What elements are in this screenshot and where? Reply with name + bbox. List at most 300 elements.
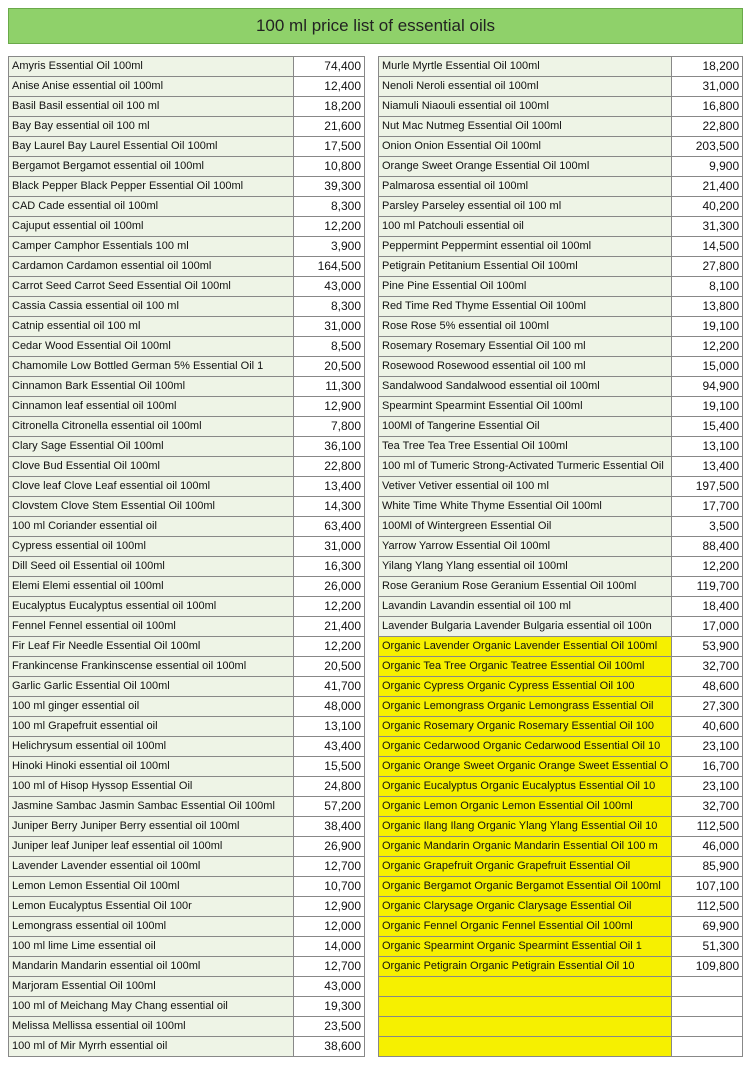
price-cell: 15,000 [672, 357, 743, 377]
table-row [9, 77, 365, 97]
table-row [379, 677, 743, 697]
price-cell: 53,900 [672, 637, 743, 657]
table-row [9, 677, 365, 697]
table-row [379, 257, 743, 277]
price-cell: 21,400 [672, 177, 743, 197]
price-cell: 16,300 [294, 557, 365, 577]
oil-name-cell [379, 1037, 672, 1057]
price-cell: 17,500 [294, 137, 365, 157]
oil-name-cell: Organic Orange Sweet Organic Orange Sweet Essential O [379, 757, 672, 777]
price-cell: 21,600 [294, 117, 365, 137]
oil-name-cell: Organic Lavender Organic Lavender Essential Oil 100ml [379, 637, 672, 657]
table-row [379, 197, 743, 217]
oil-name-cell: Clovstem Clove Stem Essential Oil 100ml [9, 497, 294, 517]
oil-name-cell: Rose Geranium Rose Geranium Essential Oil 100ml [379, 577, 672, 597]
oil-name-cell: Organic Rosemary Organic Rosemary Essential Oil 100 [379, 717, 672, 737]
table-row [9, 877, 365, 897]
oil-name-cell: Cassia Cassia essential oil 100 ml [9, 297, 294, 317]
table-row [9, 897, 365, 917]
price-cell: 26,900 [294, 837, 365, 857]
price-cell: 12,900 [294, 397, 365, 417]
table-row [9, 157, 365, 177]
oil-name-cell: 100 ml lime Lime essential oil [9, 937, 294, 957]
table-row [379, 77, 743, 97]
oil-name-cell: Clary Sage Essential Oil 100ml [9, 437, 294, 457]
oil-name-cell: 100 ml of Meichang May Chang essential oil [9, 997, 294, 1017]
table-row [9, 437, 365, 457]
table-row [9, 837, 365, 857]
table-row [9, 117, 365, 137]
price-cell: 32,700 [672, 797, 743, 817]
oil-name-cell [379, 1017, 672, 1037]
table-row [379, 557, 743, 577]
table-row [9, 777, 365, 797]
table-row [379, 637, 743, 657]
table-row [379, 937, 743, 957]
oil-name-cell: Rosewood Rosewood essential oil 100 ml [379, 357, 672, 377]
table-row [9, 857, 365, 877]
price-cell: 26,000 [294, 577, 365, 597]
table-row [9, 197, 365, 217]
price-cell: 19,100 [672, 317, 743, 337]
price-cell: 23,100 [672, 737, 743, 757]
table-row [9, 97, 365, 117]
price-cell: 10,800 [294, 157, 365, 177]
oil-name-cell: Petigrain Petitanium Essential Oil 100ml [379, 257, 672, 277]
oil-name-cell: Organic Fennel Organic Fennel Essential Oil 100ml [379, 917, 672, 937]
table-row [9, 517, 365, 537]
table-row [379, 497, 743, 517]
price-cell: 12,200 [672, 337, 743, 357]
price-cell: 16,700 [672, 757, 743, 777]
oil-name-cell: 100Ml of Wintergreen Essential Oil [379, 517, 672, 537]
price-cell: 112,500 [672, 817, 743, 837]
table-row [379, 277, 743, 297]
oil-name-cell: Basil Basil essential oil 100 ml [9, 97, 294, 117]
table-row [9, 557, 365, 577]
oil-name-cell: Fir Leaf Fir Needle Essential Oil 100ml [9, 637, 294, 657]
price-cell: 19,300 [294, 997, 365, 1017]
price-cell: 107,100 [672, 877, 743, 897]
price-cell: 57,200 [294, 797, 365, 817]
table-row [379, 837, 743, 857]
oil-name-cell [379, 997, 672, 1017]
oil-name-cell: Bergamot Bergamot essential oil 100ml [9, 157, 294, 177]
table-row [379, 897, 743, 917]
oil-name-cell: Anise Anise essential oil 100ml [9, 77, 294, 97]
price-cell: 63,400 [294, 517, 365, 537]
table-row [9, 917, 365, 937]
oil-name-cell: White Time White Thyme Essential Oil 100ml [379, 497, 672, 517]
oil-name-cell: Yilang Ylang Ylang essential oil 100ml [379, 557, 672, 577]
price-cell: 12,200 [294, 597, 365, 617]
price-cell: 43,000 [294, 977, 365, 997]
table-row [379, 217, 743, 237]
table-row [9, 397, 365, 417]
oil-name-cell: Black Pepper Black Pepper Essential Oil 100ml [9, 177, 294, 197]
table-row [379, 117, 743, 137]
price-cell: 16,800 [672, 97, 743, 117]
price-cell: 112,500 [672, 897, 743, 917]
table-row [379, 617, 743, 637]
table-row [9, 977, 365, 997]
price-cell: 17,700 [672, 497, 743, 517]
oil-name-cell: Organic Bergamot Organic Bergamot Essential Oil 100ml [379, 877, 672, 897]
table-row [9, 337, 365, 357]
oil-name-cell: Clove Bud Essential Oil 100ml [9, 457, 294, 477]
price-cell: 7,800 [294, 417, 365, 437]
oil-name-cell: Bay Laurel Bay Laurel Essential Oil 100ml [9, 137, 294, 157]
table-row [9, 57, 365, 77]
oil-name-cell: Nut Mac Nutmeg Essential Oil 100ml [379, 117, 672, 137]
price-cell [672, 1017, 743, 1037]
table-row [9, 737, 365, 757]
oil-name-cell: 100 ml of Mir Myrrh essential oil [9, 1037, 294, 1057]
table-row [9, 577, 365, 597]
table-row [379, 877, 743, 897]
oil-name-cell: Peppermint Peppermint essential oil 100ml [379, 237, 672, 257]
oil-name-cell: Cajuput essential oil 100ml [9, 217, 294, 237]
table-row [9, 177, 365, 197]
table-row [9, 217, 365, 237]
price-cell: 14,000 [294, 937, 365, 957]
table-row [379, 337, 743, 357]
oil-name-cell: 100 ml ginger essential oil [9, 697, 294, 717]
table-row [379, 517, 743, 537]
table-row [9, 457, 365, 477]
oil-name-cell: 100 ml Coriander essential oil [9, 517, 294, 537]
oil-name-cell: Lemongrass essential oil 100ml [9, 917, 294, 937]
oil-name-cell: Spearmint Spearmint Essential Oil 100ml [379, 397, 672, 417]
table-row [379, 957, 743, 977]
oil-name-cell: Organic Spearmint Organic Spearmint Essential Oil 1 [379, 937, 672, 957]
price-cell: 15,500 [294, 757, 365, 777]
price-cell: 8,300 [294, 197, 365, 217]
table-row [379, 157, 743, 177]
oil-name-cell: 100 ml of Hisop Hyssop Essential Oil [9, 777, 294, 797]
price-cell: 51,300 [672, 937, 743, 957]
table-row [9, 257, 365, 277]
oil-name-cell: CAD Cade essential oil 100ml [9, 197, 294, 217]
table-row [379, 377, 743, 397]
price-cell: 38,600 [294, 1037, 365, 1057]
price-cell: 31,300 [672, 217, 743, 237]
table-row [379, 1037, 743, 1057]
price-cell: 11,300 [294, 377, 365, 397]
oil-name-cell: Organic Ilang Ilang Organic Ylang Ylang Essential Oil 10 [379, 817, 672, 837]
price-list-title: 100 ml price list of essential oils [8, 8, 743, 44]
price-cell: 40,200 [672, 197, 743, 217]
oil-name-cell: Cypress essential oil 100ml [9, 537, 294, 557]
table-row [379, 237, 743, 257]
price-cell: 31,000 [294, 317, 365, 337]
oil-name-cell: Organic Eucalyptus Organic Eucalyptus Essential Oil 10 [379, 777, 672, 797]
price-cell: 3,500 [672, 517, 743, 537]
price-cell [672, 1037, 743, 1057]
oil-name-cell: Murle Myrtle Essential Oil 100ml [379, 57, 672, 77]
oil-name-cell: 100 ml of Tumeric Strong-Activated Turmeric Essential Oil [379, 457, 672, 477]
table-row [9, 277, 365, 297]
oil-name-cell: Elemi Elemi essential oil 100ml [9, 577, 294, 597]
price-cell: 74,400 [294, 57, 365, 77]
price-cell: 39,300 [294, 177, 365, 197]
price-cell: 13,400 [672, 457, 743, 477]
table-row [379, 457, 743, 477]
oil-name-cell: Rose Rose 5% essential oil 100ml [379, 317, 672, 337]
oil-name-cell: 100 ml Grapefruit essential oil [9, 717, 294, 737]
oil-name-cell: Helichrysum essential oil 100ml [9, 737, 294, 757]
table-row [9, 657, 365, 677]
price-cell: 13,800 [672, 297, 743, 317]
table-row [379, 317, 743, 337]
table-row [9, 537, 365, 557]
table-row [9, 597, 365, 617]
table-row [379, 977, 743, 997]
oil-name-cell: Organic Clarysage Organic Clarysage Essential Oil [379, 897, 672, 917]
oil-name-cell: Juniper Berry Juniper Berry essential oil 100ml [9, 817, 294, 837]
price-cell: 32,700 [672, 657, 743, 677]
price-cell: 8,300 [294, 297, 365, 317]
oil-name-cell: Lavandin Lavandin essential oil 100 ml [379, 597, 672, 617]
price-cell: 43,400 [294, 737, 365, 757]
table-row [379, 397, 743, 417]
table-row [9, 617, 365, 637]
table-row [379, 137, 743, 157]
table-row [9, 137, 365, 157]
oil-name-cell: Lavender Lavender essential oil 100ml [9, 857, 294, 877]
price-cell: 109,800 [672, 957, 743, 977]
oil-name-cell: Jasmine Sambac Jasmin Sambac Essential Oil 100ml [9, 797, 294, 817]
price-cell: 38,400 [294, 817, 365, 837]
oil-name-cell: 100 ml Patchouli essential oil [379, 217, 672, 237]
price-cell: 12,200 [294, 637, 365, 657]
table-row [379, 417, 743, 437]
table-row [379, 717, 743, 737]
table-row [379, 777, 743, 797]
oil-name-cell: Organic Lemon Organic Lemon Essential Oil 100ml [379, 797, 672, 817]
table-row [9, 817, 365, 837]
price-cell: 12,900 [294, 897, 365, 917]
table-row [379, 817, 743, 837]
left-price-table [8, 56, 365, 1057]
oil-name-cell: 100Ml of Tangerine Essential Oil [379, 417, 672, 437]
oil-name-cell: Organic Lemongrass Organic Lemongrass Essential Oil [379, 697, 672, 717]
table-row [379, 57, 743, 77]
right-price-table [378, 56, 743, 1057]
oil-name-cell: Lemon Lemon Essential Oil 100ml [9, 877, 294, 897]
table-row [9, 377, 365, 397]
price-cell: 18,200 [294, 97, 365, 117]
table-row [9, 637, 365, 657]
price-cell: 24,800 [294, 777, 365, 797]
table-row [379, 697, 743, 717]
oil-name-cell: Organic Cedarwood Organic Cedarwood Essential Oil 10 [379, 737, 672, 757]
price-cell: 48,600 [672, 677, 743, 697]
price-cell: 27,300 [672, 697, 743, 717]
table-row [379, 477, 743, 497]
table-row [9, 957, 365, 977]
oil-name-cell: Vetiver Vetiver essential oil 100 ml [379, 477, 672, 497]
table-row [9, 497, 365, 517]
oil-name-cell: Juniper leaf Juniper leaf essential oil 100ml [9, 837, 294, 857]
price-cell: 23,100 [672, 777, 743, 797]
table-row [9, 357, 365, 377]
oil-name-cell: Niamuli Niaouli essential oil 100ml [379, 97, 672, 117]
oil-name-cell: Eucalyptus Eucalyptus essential oil 100ml [9, 597, 294, 617]
table-row [9, 937, 365, 957]
price-cell: 69,900 [672, 917, 743, 937]
oil-name-cell: Orange Sweet Orange Essential Oil 100ml [379, 157, 672, 177]
oil-name-cell: Cardamon Cardamon essential oil 100ml [9, 257, 294, 277]
oil-name-cell: Onion Onion Essential Oil 100ml [379, 137, 672, 157]
price-cell: 18,400 [672, 597, 743, 617]
price-cell: 3,900 [294, 237, 365, 257]
table-row [9, 417, 365, 437]
price-cell: 20,500 [294, 657, 365, 677]
price-cell: 46,000 [672, 837, 743, 857]
oil-name-cell: Mandarin Mandarin essential oil 100ml [9, 957, 294, 977]
oil-name-cell: Tea Tree Tea Tree Essential Oil 100ml [379, 437, 672, 457]
oil-name-cell: Clove leaf Clove Leaf essential oil 100ml [9, 477, 294, 497]
price-cell: 12,200 [294, 217, 365, 237]
price-cell: 12,700 [294, 957, 365, 977]
oil-name-cell: Organic Petigrain Organic Petigrain Essential Oil 10 [379, 957, 672, 977]
price-cell: 22,800 [294, 457, 365, 477]
table-row [379, 917, 743, 937]
price-cell: 19,100 [672, 397, 743, 417]
table-row [9, 1037, 365, 1057]
oil-name-cell: Chamomile Low Bottled German 5% Essential Oil 1 [9, 357, 294, 377]
price-cell [672, 997, 743, 1017]
price-cell: 31,000 [294, 537, 365, 557]
oil-name-cell: Citronella Citronella essential oil 100ml [9, 417, 294, 437]
price-cell: 48,000 [294, 697, 365, 717]
price-cell: 18,200 [672, 57, 743, 77]
price-cell: 40,600 [672, 717, 743, 737]
table-row [379, 97, 743, 117]
table-row [379, 537, 743, 557]
table-row [379, 577, 743, 597]
table-row [379, 797, 743, 817]
oil-name-cell: Carrot Seed Carrot Seed Essential Oil 100ml [9, 277, 294, 297]
price-cell: 21,400 [294, 617, 365, 637]
oil-name-cell: Melissa Mellissa essential oil 100ml [9, 1017, 294, 1037]
table-row [379, 177, 743, 197]
oil-name-cell: Bay Bay essential oil 100 ml [9, 117, 294, 137]
price-cell: 13,400 [294, 477, 365, 497]
table-row [379, 297, 743, 317]
oil-name-cell: Fennel Fennel essential oil 100ml [9, 617, 294, 637]
price-cell: 12,200 [672, 557, 743, 577]
price-cell: 14,300 [294, 497, 365, 517]
oil-name-cell: Marjoram Essential Oil 100ml [9, 977, 294, 997]
oil-name-cell: Red Time Red Thyme Essential Oil 100ml [379, 297, 672, 317]
price-cell: 27,800 [672, 257, 743, 277]
oil-name-cell: Cinnamon leaf essential oil 100ml [9, 397, 294, 417]
price-cell: 41,700 [294, 677, 365, 697]
price-cell: 12,400 [294, 77, 365, 97]
oil-name-cell: Camper Camphor Essentials 100 ml [9, 237, 294, 257]
price-cell: 12,000 [294, 917, 365, 937]
oil-name-cell: Organic Mandarin Organic Mandarin Essential Oil 100 m [379, 837, 672, 857]
oil-name-cell: Sandalwood Sandalwood essential oil 100ml [379, 377, 672, 397]
oil-name-cell: Garlic Garlic Essential Oil 100ml [9, 677, 294, 697]
oil-name-cell: Organic Grapefruit Organic Grapefruit Essential Oil [379, 857, 672, 877]
price-cell: 10,700 [294, 877, 365, 897]
oil-name-cell: Amyris Essential Oil 100ml [9, 57, 294, 77]
oil-name-cell: Organic Cypress Organic Cypress Essential Oil 100 [379, 677, 672, 697]
price-cell: 8,500 [294, 337, 365, 357]
price-cell: 13,100 [294, 717, 365, 737]
oil-name-cell: Catnip essential oil 100 ml [9, 317, 294, 337]
oil-name-cell: Organic Tea Tree Organic Teatree Essential Oil 100ml [379, 657, 672, 677]
table-row [9, 237, 365, 257]
oil-name-cell: Pine Pine Essential Oil 100ml [379, 277, 672, 297]
table-row [379, 737, 743, 757]
table-row [379, 437, 743, 457]
price-cell: 119,700 [672, 577, 743, 597]
table-row [9, 477, 365, 497]
price-cell: 12,700 [294, 857, 365, 877]
table-row [379, 857, 743, 877]
table-row [9, 717, 365, 737]
price-cell: 164,500 [294, 257, 365, 277]
table-row [379, 597, 743, 617]
oil-name-cell [379, 977, 672, 997]
oil-name-cell: Lemon Eucalyptus Essential Oil 100r [9, 897, 294, 917]
oil-name-cell: Nenoli Neroli essential oil 100ml [379, 77, 672, 97]
table-row [379, 657, 743, 677]
price-cell: 20,500 [294, 357, 365, 377]
price-cell: 88,400 [672, 537, 743, 557]
price-cell [672, 977, 743, 997]
oil-name-cell: Dill Seed oil Essential oil 100ml [9, 557, 294, 577]
table-row [9, 297, 365, 317]
price-cell: 22,800 [672, 117, 743, 137]
table-row [379, 757, 743, 777]
oil-name-cell: Cedar Wood Essential Oil 100ml [9, 337, 294, 357]
table-row [379, 1017, 743, 1037]
price-cell: 31,000 [672, 77, 743, 97]
price-cell: 197,500 [672, 477, 743, 497]
price-cell: 15,400 [672, 417, 743, 437]
table-row [9, 997, 365, 1017]
price-cell: 14,500 [672, 237, 743, 257]
oil-name-cell: Parsley Parseley essential oil 100 ml [379, 197, 672, 217]
oil-name-cell: Cinnamon Bark Essential Oil 100ml [9, 377, 294, 397]
table-row [9, 797, 365, 817]
price-cell: 8,100 [672, 277, 743, 297]
oil-name-cell: Hinoki Hinoki essential oil 100ml [9, 757, 294, 777]
table-row [379, 357, 743, 377]
price-cell: 17,000 [672, 617, 743, 637]
oil-name-cell: Lavender Bulgaria Lavender Bulgaria essential oil 100n [379, 617, 672, 637]
oil-name-cell: Palmarosa essential oil 100ml [379, 177, 672, 197]
price-cell: 36,100 [294, 437, 365, 457]
table-row [9, 1017, 365, 1037]
price-cell: 13,100 [672, 437, 743, 457]
oil-name-cell: Yarrow Yarrow Essential Oil 100ml [379, 537, 672, 557]
table-row [379, 997, 743, 1017]
price-cell: 94,900 [672, 377, 743, 397]
table-row [9, 317, 365, 337]
table-row [9, 697, 365, 717]
price-cell: 43,000 [294, 277, 365, 297]
price-cell: 9,900 [672, 157, 743, 177]
table-row [9, 757, 365, 777]
price-cell: 203,500 [672, 137, 743, 157]
price-cell: 85,900 [672, 857, 743, 877]
